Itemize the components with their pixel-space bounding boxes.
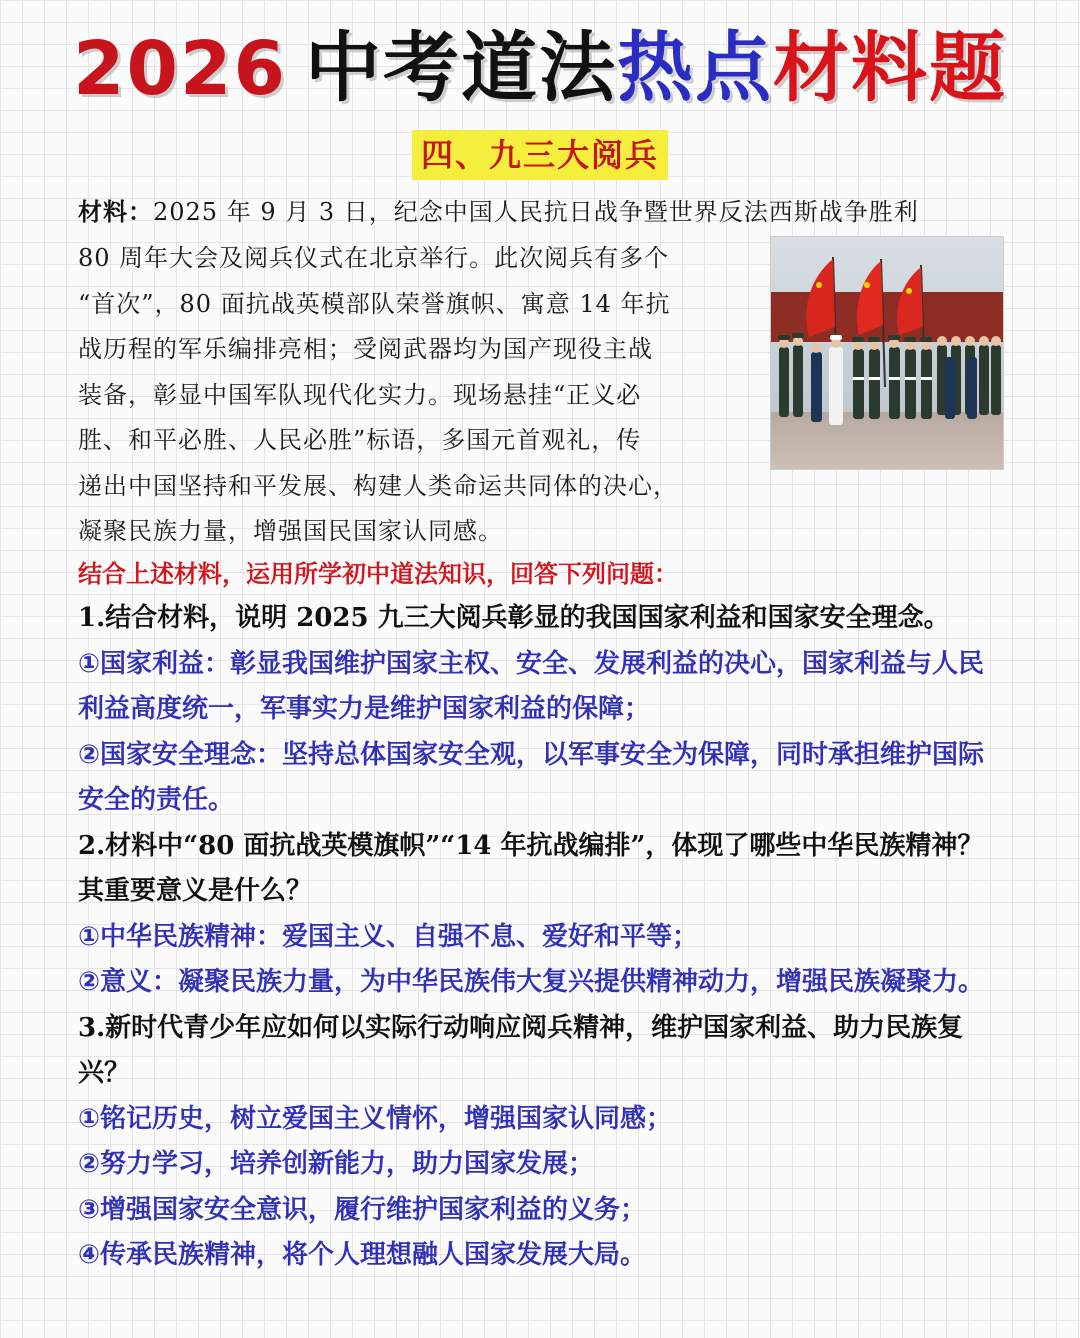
page-title xyxy=(0,18,1080,118)
material-line-1: 2025 年 9 月 3 日，纪念中国人民抗日战争暨世界反法西斯战争胜利 xyxy=(153,198,919,226)
parade-photo xyxy=(770,236,1004,470)
title-part-1: 中考道法 xyxy=(304,23,617,112)
material-line: 战历程的军乐编排亮相；受阅武器均为国产现役主战 xyxy=(78,335,653,363)
material-line: 80 周年大会及阅兵仪式在北京举行。此次阅兵有多个 xyxy=(78,244,670,272)
material-line: “首次”，80 面抗战英模部队荣誉旗帜、寓意 14 年抗 xyxy=(78,289,671,318)
answer-2-2: ②意义：凝聚民族力量，为中华民族伟大复兴提供精神动力，增强民族凝聚力。 xyxy=(78,967,985,997)
question-1: 1.结合材料，说明 2025 九三大阅兵彰显的我国国家利益和国家安全理念。 xyxy=(78,603,950,633)
title-part-3: 材料题 xyxy=(772,23,1007,112)
title-part-2: 热点 xyxy=(616,23,773,112)
material-line: 装备，彰显中国军队现代化实力。现场悬挂“正义必 xyxy=(78,380,642,409)
section-tag: 四、九三大阅兵 xyxy=(412,130,668,180)
material-first-line xyxy=(78,190,1013,234)
answer-2-1: ①中华民族精神：爱国主义、自强不息、爱好和平等； xyxy=(78,921,699,952)
answer-3-3: ③增强国家安全意识，履行维护国家利益的义务； xyxy=(78,1194,647,1225)
answer-3-2: ②努力学习，培养创新能力，助力国家发展； xyxy=(78,1149,595,1179)
answer-3-4: ④传承民族精神，将个人理想融人国家发展大局。 xyxy=(78,1240,647,1270)
question-2: 2.材料中“80 面抗战英模旗帜”“14 年抗战编排”，体现了哪些中华民族精神？其重要意义是什么？ xyxy=(78,830,984,906)
answer-3-1: ①铭记历史，树立爱国主义情怀，增强国家认同感； xyxy=(78,1103,673,1134)
material-line: 凝聚民族力量，增强国民国家认同感。 xyxy=(78,517,503,545)
material-body xyxy=(78,236,758,555)
question-3: 3.新时代青少年应如何以实际行动响应阅兵精神，维护国家利益、助力民族复兴？ xyxy=(78,1012,964,1088)
material-line: 递出中国坚持和平发展、构建人类命运共同体的决心， xyxy=(78,471,678,500)
answer-1-2: ②国家安全理念：坚持总体国家安全观，以军事安全为保障，同时承担维护国际安全的责任。 xyxy=(78,739,985,815)
material-line: 胜、和平必胜、人民必胜”标语，多国元首观礼，传 xyxy=(78,426,642,454)
instruction-text: 结合上述材料，运用所学初中道法知识，回答下列问题： xyxy=(78,560,678,588)
answer-1-1: ①国家利益：彰显我国维护国家主权、安全、发展利益的决心，国家利益与人民利益高度统一，军事实力是维护国家利益的保障； xyxy=(78,648,985,724)
title-year: 2026 xyxy=(73,26,287,112)
material-label: 材料： xyxy=(78,198,153,226)
question-section xyxy=(78,552,1008,1279)
